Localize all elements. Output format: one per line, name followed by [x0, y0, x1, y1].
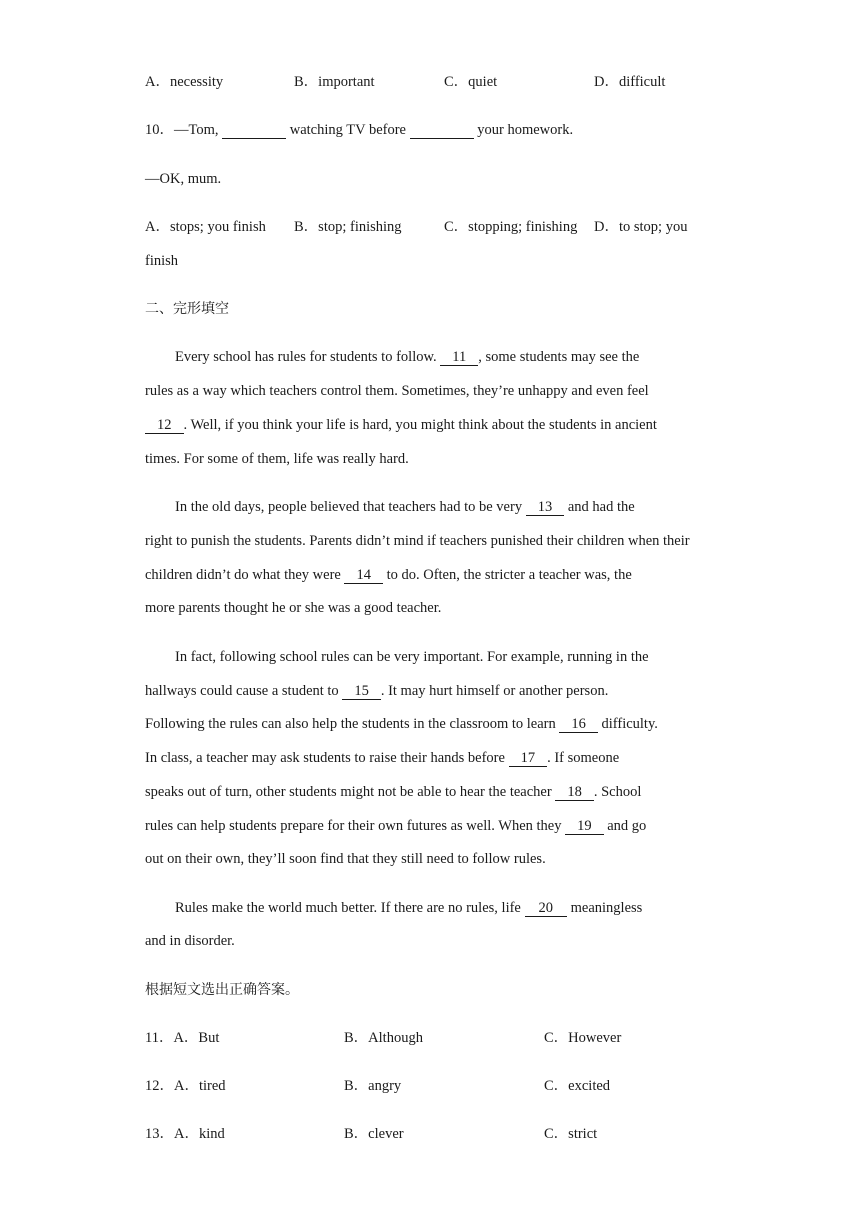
- q9-option-a: A．necessity: [145, 74, 224, 90]
- passage-text: hallways could cause a student to: [145, 683, 343, 699]
- q10-stem-part: your homework.: [473, 122, 574, 138]
- q10-reply: —OK, mum.: [145, 171, 222, 187]
- q13-option-b: B．clever: [344, 1126, 404, 1142]
- passage-text: speaks out of turn, other students might not be able to hear the teacher: [145, 784, 556, 800]
- blank-16: 16: [559, 716, 598, 733]
- passage-line: more parents thought he or she was a good teacher.: [145, 600, 442, 616]
- passage-line: [175, 497, 635, 517]
- instruction: 根据短文选出正确答案。: [145, 982, 299, 998]
- passage-text: Rules make the world much better. If there are no rules, life: [175, 900, 525, 916]
- blank-11: 11: [440, 349, 478, 366]
- question-row-11: [145, 1028, 745, 1048]
- passage-line: rules as a way which teachers control them. Sometimes, they’re unhappy and even feel: [145, 383, 649, 399]
- q12-option-b: B．angry: [344, 1078, 402, 1094]
- q10-blank-2: [410, 122, 474, 139]
- passage-line: right to punish the students. Parents didn’t mind if teachers punished their children when their: [145, 533, 690, 549]
- q13-option-a: 13．A．kind: [145, 1126, 225, 1142]
- q11-option-a: 11．A．But: [145, 1030, 220, 1046]
- passage-text: In the old days, people believed that teachers had to be very: [175, 499, 526, 515]
- passage-line: times. For some of them, life was really hard.: [145, 451, 409, 467]
- blank-14: 14: [344, 567, 383, 584]
- passage-line: and in disorder.: [145, 933, 235, 949]
- q10-option-c: C．stopping; finishing: [444, 219, 578, 235]
- q10-stem: [145, 120, 573, 140]
- question-row-13: [145, 1124, 745, 1144]
- passage-text: , some students may see the: [478, 349, 640, 365]
- passage-text: and had the: [564, 499, 635, 515]
- passage-text: difficulty.: [597, 716, 658, 732]
- q10-stem-part: 10．—Tom,: [145, 122, 223, 138]
- passage-line: [145, 782, 641, 802]
- q10-option-d: D．to stop; you: [594, 219, 688, 235]
- passage-text: Following the rules can also help the students in the classroom to learn: [145, 716, 560, 732]
- passage-line: [145, 748, 619, 768]
- q11-option-c: C．However: [544, 1030, 622, 1046]
- q10-option-d-continued: finish: [145, 253, 179, 269]
- passage-text: . If someone: [547, 750, 620, 766]
- blank-20: 20: [525, 900, 568, 917]
- passage-line: [145, 681, 608, 701]
- passage-text: rules can help students prepare for their own futures as well. When they: [145, 818, 566, 834]
- question-row-12: [145, 1076, 745, 1096]
- passage-line: In fact, following school rules can be very important. For example, running in the: [175, 649, 649, 665]
- passage-line: [175, 898, 642, 918]
- blank-19: 19: [565, 818, 604, 835]
- passage-text: . School: [593, 784, 642, 800]
- passage-text: meaningless: [567, 900, 643, 916]
- section-title: 二、完形填空: [145, 301, 229, 317]
- q10-options: [145, 217, 745, 237]
- q10-option-a: A．stops; you finish: [145, 219, 266, 235]
- passage-text: . Well, if you think your life is hard, you might think about the students in ancient: [183, 417, 657, 433]
- q13-option-c: C．strict: [544, 1126, 598, 1142]
- q10-option-b: B．stop; finishing: [294, 219, 402, 235]
- passage-line: [145, 565, 632, 585]
- q9-option-c: C．quiet: [444, 74, 498, 90]
- q10-stem-part: watching TV before: [286, 122, 410, 138]
- q11-option-b: B．Although: [344, 1030, 423, 1046]
- passage-text: Every school has rules for students to follow.: [175, 349, 441, 365]
- passage-text: children didn’t do what they were: [145, 567, 345, 583]
- blank-12: 12: [145, 417, 184, 434]
- q9-option-b: B．important: [294, 74, 375, 90]
- passage-line: [145, 714, 658, 734]
- q12-option-a: 12．A．tired: [145, 1078, 226, 1094]
- blank-13: 13: [526, 499, 565, 516]
- q12-option-c: C．excited: [544, 1078, 611, 1094]
- passage-line: [175, 347, 639, 367]
- passage-text: . It may hurt himself or another person.: [380, 683, 609, 699]
- blank-15: 15: [342, 683, 381, 700]
- q9-options: [145, 72, 745, 92]
- passage-text: In class, a teacher may ask students to raise their hands before: [145, 750, 509, 766]
- passage-line: [145, 816, 646, 836]
- passage-line: out on their own, they’ll soon find that they still need to follow rules.: [145, 851, 546, 867]
- q10-blank-1: [222, 122, 286, 139]
- passage-text: and go: [603, 818, 647, 834]
- passage-line: [145, 415, 657, 435]
- blank-18: 18: [555, 784, 594, 801]
- passage-text: to do. Often, the stricter a teacher was, the: [382, 567, 632, 583]
- blank-17: 17: [509, 750, 548, 767]
- q9-option-d: D．difficult: [594, 74, 666, 90]
